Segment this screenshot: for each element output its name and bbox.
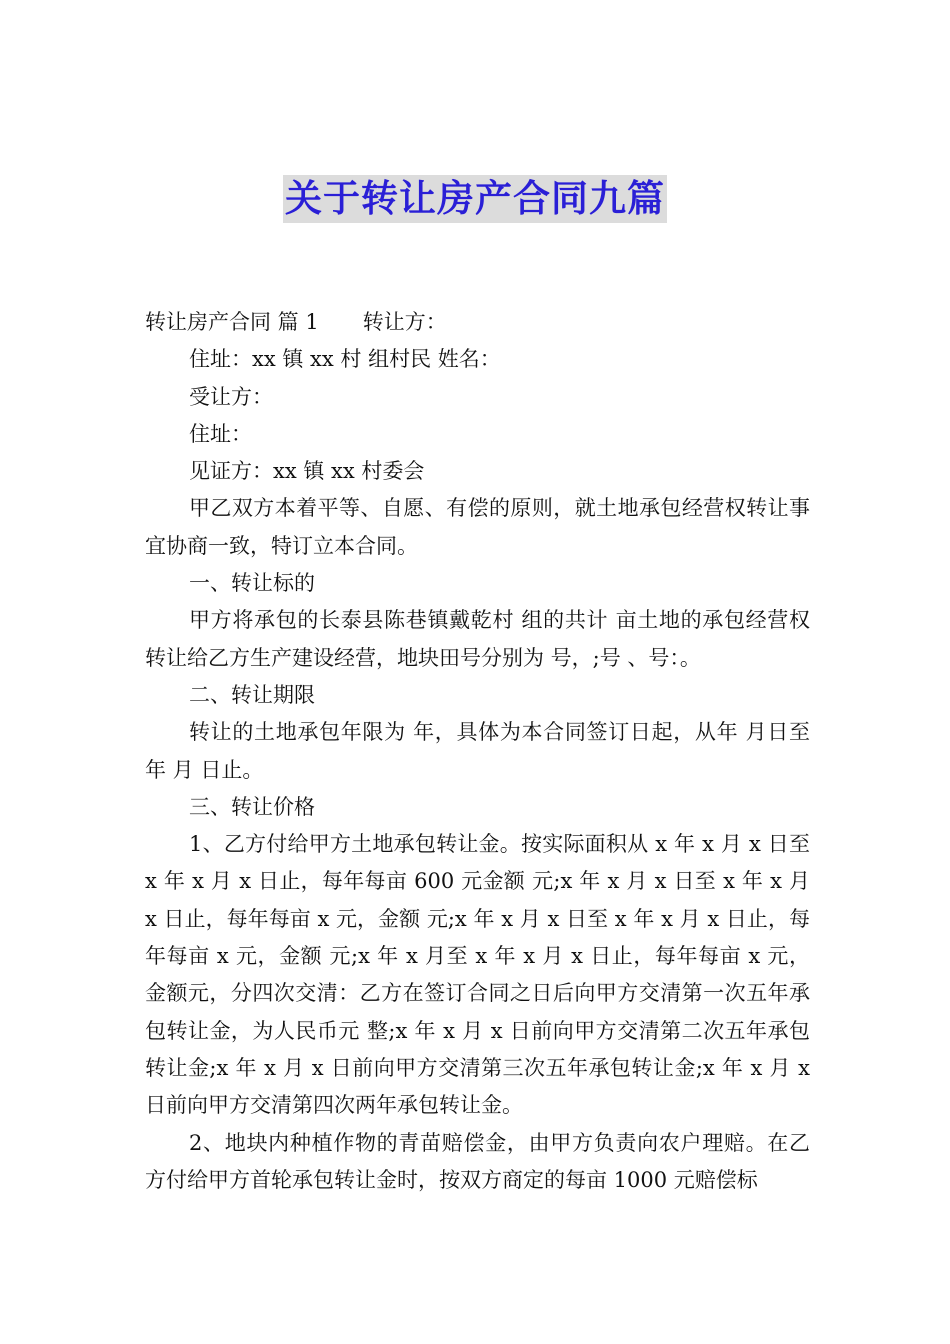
price-item-1: 1、乙方付给甲方土地承包转让金。按实际面积从 x 年 x 月 x 日至 x 年 x 月 x 日止，每年每亩 600 元金额 元;x 年 x 月 x 日至 x 年 x 月 x 日止，每年每亩 x 元，金额 元;x 年 x 月 x 日至 x 年 x 月 x 日止，每年每亩 x 元，金额 元;x 年 x 月至 x 年 x 月 x 日止，每年每亩 x 元，金额元，分四次交清：乙方在签订合同之日后向甲方交清第一次五年承包转让金，为人民币元 整;x 年 x 月 x 日前向甲方交清第二次五年承包转让金;x 年 x 月 x 日前向甲方交清第三次五年承包转让金;x 年 x 月 x 日前向甲方交清第四次两年承包转让金。 xyxy=(145,832,810,1118)
section-1-paragraph: 甲方将承包的长泰县陈巷镇戴乾村 组的共计 亩土地的承包经营权转让给乙方生产建设经营，地块田号分别为 号，;号 、号：。 xyxy=(145,608,810,670)
contract-heading-line xyxy=(145,304,810,341)
section-heading-3: 三、转让价格 xyxy=(189,794,315,819)
document-body xyxy=(145,304,810,1199)
price-item-2: 2、地块内种植作物的青苗赔偿金，由甲方负责向农户理赔。在乙方付给甲方首轮承包转让金时，按双方商定的每亩 1000 元赔偿标 xyxy=(145,1130,810,1192)
section-heading-1: 一、转让标的 xyxy=(189,571,315,596)
section-heading-2: 二、转让期限 xyxy=(189,682,315,707)
document-title: 关于转让房产合同九篇 xyxy=(283,175,667,223)
transferor-address: 住址：xx 镇 xx 村 组村民 姓名： xyxy=(189,347,501,372)
transferee-label: 受让方： xyxy=(189,384,273,409)
section-2-paragraph: 转让的土地承包年限为 年，具体为本合同签订日起，从年 月日至 年 月 日止。 xyxy=(145,720,810,782)
contract-heading: 转让房产合同 篇 1 xyxy=(145,310,319,334)
transferee-address: 住址： xyxy=(189,421,252,446)
witness-line: 见证方：xx 镇 xx 村委会 xyxy=(189,459,425,484)
transferor-label: 转让方： xyxy=(362,310,447,334)
intro-paragraph: 甲乙双方本着平等、自愿、有偿的原则，就土地承包经营权转让事宜协商一致，特订立本合同。 xyxy=(145,496,810,558)
title-wrapper xyxy=(0,175,950,223)
